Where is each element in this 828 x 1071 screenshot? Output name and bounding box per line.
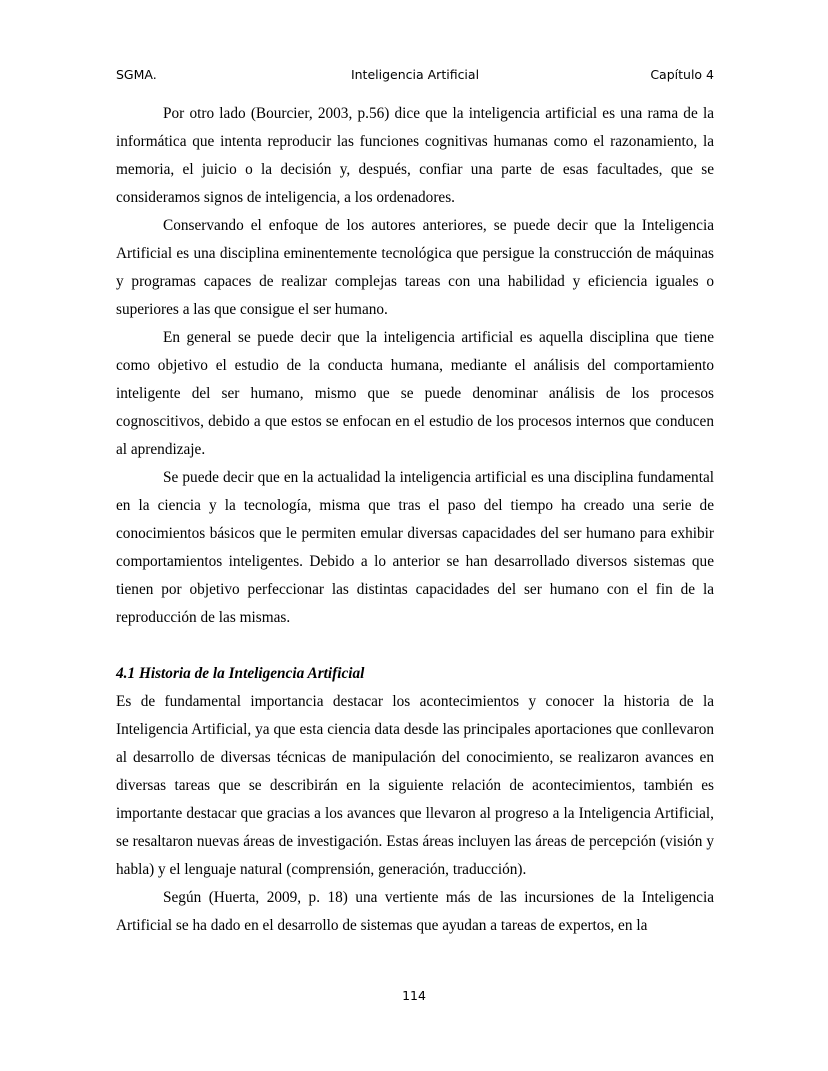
page-number: 114 — [402, 988, 426, 1003]
section-heading: 4.1 Historia de la Inteligencia Artificial — [116, 665, 365, 682]
paragraph-enfoque: Conservando el enfoque de los autores anteriores, se puede decir que la Inteligencia Artificial es una disciplina eminentemente tecnológica que persigue la construcción de máquinas y programas capaces de realizar complejas tareas con una habilidad y eficiencia iguales o superiores a las que consigue el ser humano. — [116, 217, 714, 318]
paragraph-general: En general se puede decir que la inteligencia artificial es aquella disciplina que tiene como objetivo el estudio de la conducta humana, mediante el análisis del comportamiento inteligente del ser humano, mismo que se puede denominar análisis de los procesos cognoscitivos, debido a que estos se enfocan en el estudio de los procesos internos que conducen al aprendizaje. — [116, 329, 714, 458]
header-chapter: Capítulo 4 — [650, 67, 714, 82]
page-header — [116, 65, 714, 85]
paragraph-historia: Es de fundamental importancia destacar los acontecimientos y conocer la historia de la Inteligencia Artificial, ya que esta ciencia data desde las principales aportaciones que conllevaron al desarrollo de diversas técnicas de manipulación del conocimiento, se realizaron avances en diversas tareas que se describirán en la siguiente relación de acontecimientos, también es importante destacar que gracias a los avances que llevaron al progreso a la Inteligencia Artificial, se resaltaron nuevas áreas de investigación. Estas áreas incluyen las áreas de percepción (visión y habla) y el lenguaje natural (comprensión, generación, traducción). — [116, 693, 714, 878]
header-book-title: Inteligencia Artificial — [350, 67, 480, 82]
paragraph-bourcier: Por otro lado (Bourcier, 2003, p.56) dice que la inteligencia artificial es una rama de la informática que intenta reproducir las funciones cognitivas humanas como el razonamiento, la memoria, el juicio o la decisión y, después, confiar una parte de esas facultades, que se consideramos signos de inteligencia, a los ordenadores. — [116, 105, 714, 206]
paragraph-actualidad: Se puede decir que en la actualidad la inteligencia artificial es una disciplina fundamental en la ciencia y la tecnología, misma que tras el paso del tiempo ha creado una serie de conocimientos básicos que le permiten emular diversas capacidades del ser humano para exhibir comportamientos inteligentes. Debido a lo anterior se han desarrollado diversos sistemas que tienen por objetivo perfeccionar las distintas capacidades del ser humano con el fin de la reproducción de las mismas. — [116, 469, 714, 626]
page-body — [116, 100, 714, 940]
header-author: SGMA. — [116, 67, 157, 82]
paragraph-huerta: Según (Huerta, 2009, p. 18) una vertiente más de las incursiones de la Inteligencia Artificial se ha dado en el desarrollo de sistemas que ayudan a tareas de expertos, en la — [116, 889, 714, 934]
